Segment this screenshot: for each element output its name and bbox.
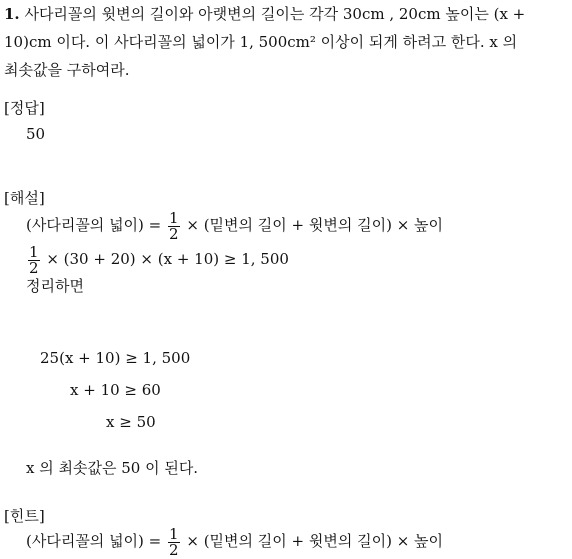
question-number: 1. <box>4 5 20 23</box>
answer-label: [정답] <box>4 99 45 117</box>
question-text-2: 10)cm 이다. 이 사다리꼴의 넓이가 1, 500cm² 이상이 되게 하려고 한다. x 의 <box>4 33 518 51</box>
equation-1: 25(x + 10) ≥ 1, 500 <box>40 349 191 367</box>
fraction-numerator: 1 <box>29 242 39 261</box>
explanation-conclusion: x 의 최솟값은 50 이 된다. <box>26 459 199 477</box>
answer-value: 50 <box>26 125 46 143</box>
fraction-half <box>28 242 40 277</box>
hint-fraction-numerator: 1 <box>169 524 179 543</box>
question-line-1 <box>4 4 525 24</box>
hint-label: [힌트] <box>4 507 45 525</box>
fraction-half <box>168 208 180 243</box>
explanation-formula <box>26 208 443 242</box>
formula-left: (사다리꼴의 넓이) = <box>26 216 162 234</box>
fraction-denominator: 2 <box>169 224 179 243</box>
step-1-label: 정리하면 <box>26 277 84 295</box>
step-1-expression: × (30 + 20) × (x + 10) ≥ 1, 500 <box>46 250 289 268</box>
question-text-1: 사다리꼴의 윗변의 길이와 아랫변의 길이는 각각 30cm , 20cm 높이는 (x + <box>24 5 526 23</box>
explanation-step-1 <box>26 242 289 276</box>
question-line-3 <box>4 60 129 80</box>
question-text-3: 최솟값을 구하여라. <box>4 61 130 79</box>
hint-formula-left: (사다리꼴의 넓이) = <box>26 532 162 550</box>
question-line-2 <box>4 32 517 52</box>
equation-2: x + 10 ≥ 60 <box>70 381 161 399</box>
hint-formula <box>26 524 443 558</box>
fraction-numerator: 1 <box>169 208 179 227</box>
equation-3: x ≥ 50 <box>106 413 156 431</box>
hint-formula-right: × (밑변의 길이 + 윗변의 길이) × 높이 <box>186 532 444 550</box>
formula-right: × (밑변의 길이 + 윗변의 길이) × 높이 <box>186 216 444 234</box>
hint-fraction-denominator: 2 <box>169 540 179 559</box>
fraction-denominator: 2 <box>29 258 39 277</box>
hint-fraction-half <box>168 524 180 559</box>
explanation-label: [해설] <box>4 189 45 207</box>
